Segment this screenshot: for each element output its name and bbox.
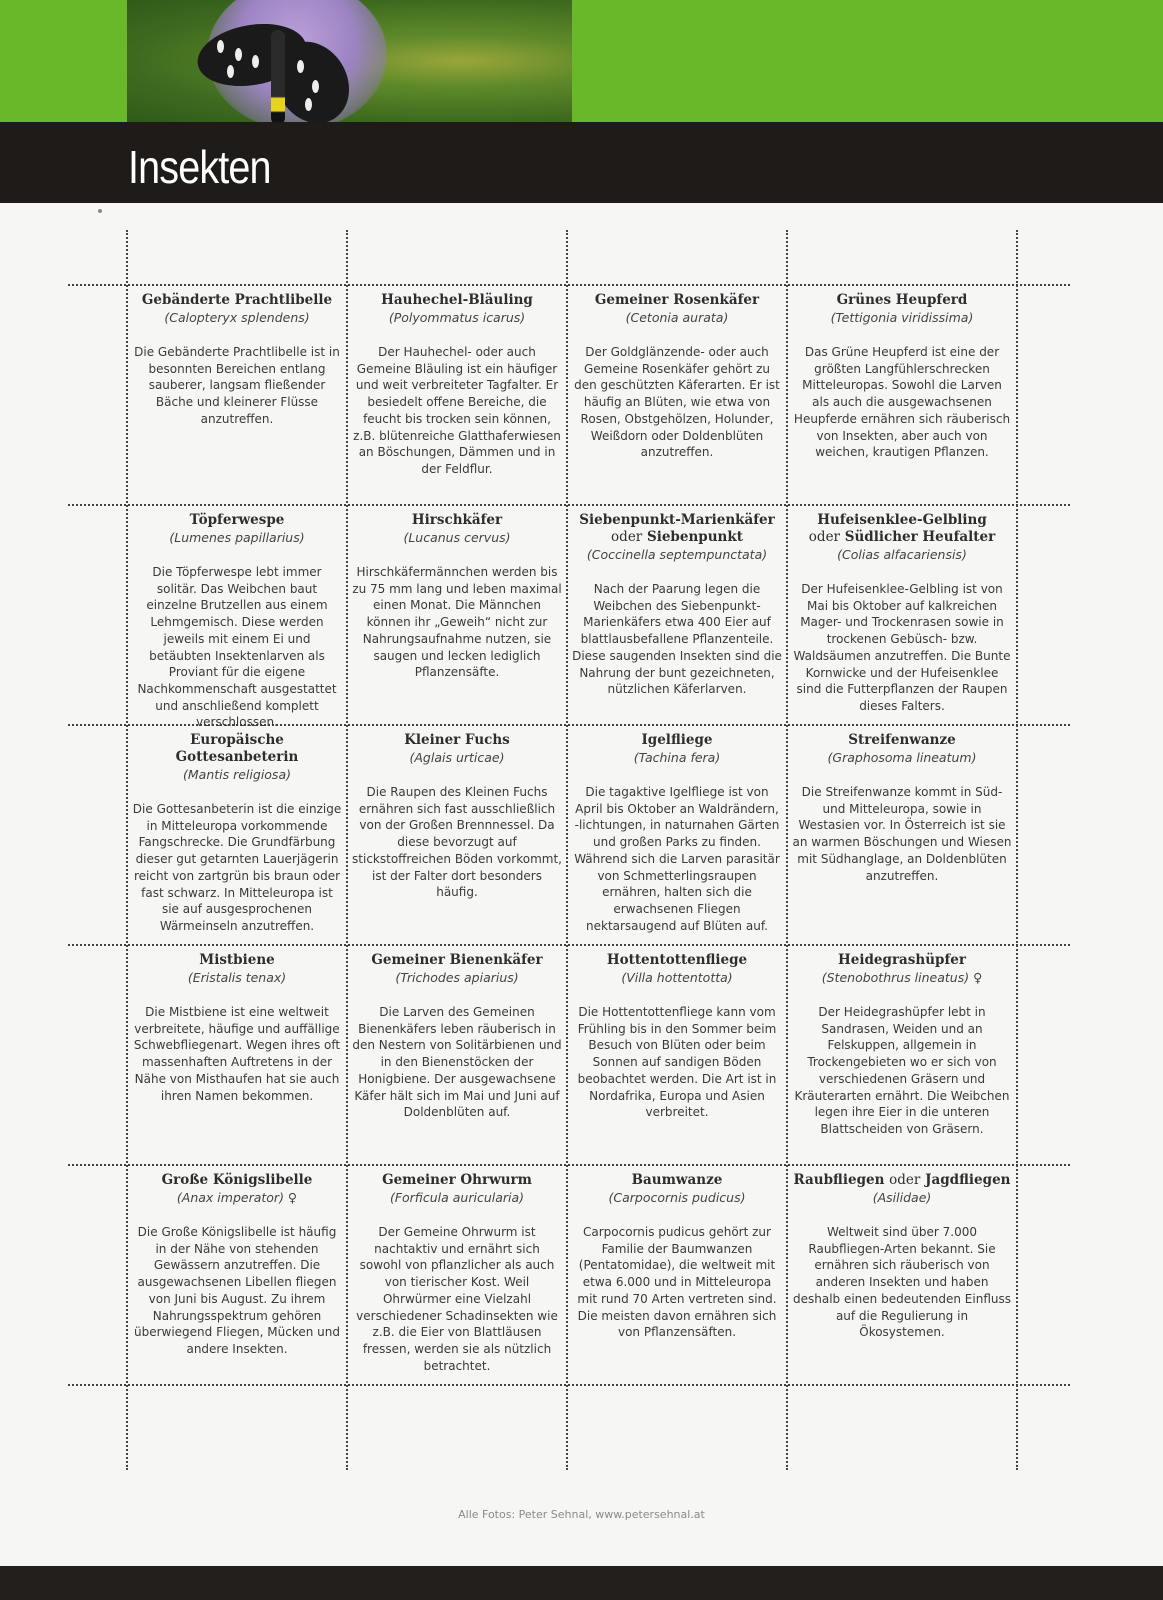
insect-card	[788, 506, 1016, 726]
name-part: Südlicher Heufalter	[844, 529, 996, 545]
insect-common-name	[572, 512, 782, 546]
insect-description: Die Larven des Gemeinen Bienenkäfers leben räuberisch in den Nestern von Solitärbienen und in den Bienenstöcken der Honigbiene. Der ausgewachsene Käfer hält sich im Mai und Juni auf Doldenblüten auf.	[352, 1005, 562, 1120]
header-photo-moth	[127, 0, 572, 122]
name-part: Gebänderte Prachtlibelle	[141, 292, 333, 308]
insect-card	[348, 506, 566, 726]
insect-description: Die Gebänderte Prachtlibelle ist in besonnten Bereichen entlang sauberer, langsam fließender Bäche und kleinerer Flüsse anzutreffen.	[134, 345, 340, 426]
cut-line-vertical	[1016, 230, 1018, 1470]
insect-scientific-name: (Aglais urticae)	[409, 750, 505, 765]
photo-credit: Alle Fotos: Peter Sehnal, www.petersehnal.at	[458, 1508, 705, 1521]
insect-scientific-name: (Trichodes apiarius)	[395, 970, 519, 985]
insect-description: Die Mistbiene ist eine weltweit verbreitete, häufige und auffällige Schwebfliegenart. Wegen ihres oft massenhaften Auftretens in der Nähe von Misthaufen hat sie auch ihren Namen bekommen.	[133, 1005, 341, 1103]
insect-scientific-name: (Polyommatus icarus)	[388, 310, 526, 325]
insect-scientific-name: (Villa hottentotta)	[621, 970, 733, 985]
name-part: Hottentottenfliege	[606, 952, 748, 968]
insect-card	[568, 726, 786, 946]
wing-spot	[297, 60, 304, 73]
wing-spot	[305, 98, 312, 111]
insect-common-name	[132, 952, 342, 969]
insect-description: Carpocornis pudicus gehört zur Familie der Baumwanzen (Pentatomidae), die weltweit mit etwa 6.000 und in Mitteleuropa mit rund 70 Arten vertreten sind. Die meisten davon ernähren sich von Pflanzensäften.	[577, 1225, 777, 1340]
insect-common-name	[572, 292, 782, 309]
insect-common-name	[352, 732, 562, 749]
insect-common-name	[792, 1172, 1012, 1189]
insect-card	[348, 946, 566, 1166]
insect-card	[128, 726, 346, 946]
name-connector: oder	[808, 529, 841, 545]
insect-description: Hirschkäfermännchen werden bis zu 75 mm lang und leben maximal einen Monat. Die Männchen können ihr „Geweih“ nicht zur Nahrungsaufnahme nutzen, sie saugen und lecken lediglich Pflanzensäfte.	[352, 565, 562, 680]
insect-common-name	[352, 952, 562, 969]
insect-description: Die Gottesanbeterin ist die einzige in Mitteleuropa vorkommende Fangschrecke. Die Grundfärbung dieser gut getarnten Lauerjägerin reicht von zartgrün bis braun oder fast schwarz. In Mitteleuropa ist sie auf ausgesprochenen Wärmeinseln anzutreffen.	[132, 802, 342, 933]
name-part: Hufeisenklee-Gelbling	[817, 512, 987, 528]
insect-description: Die Große Königslibelle ist häufig in der Nähe von stehenden Gewässern anzutreffen. Die ausgewachsenen Libellen fliegen von Juni bis August. Zu ihrem Nahrungsspektrum gehören überwiegend Fliegen, Mücken und andere Insekten.	[133, 1225, 340, 1356]
insect-card	[128, 286, 346, 506]
insect-card	[348, 1166, 566, 1386]
insect-common-name	[572, 1172, 782, 1189]
insect-description: Der Heidegrashüpfer lebt in Sandrasen, Weiden und an Felskuppen, allgemein in Trockengebieten wo er sich von verschiedenen Gräsern und Kräuterarten ernährt. Die Weibchen legen ihre Eier in die unteren Blattscheiden von Gräsern.	[794, 1005, 1010, 1136]
moth-body	[271, 30, 285, 122]
insect-description: Der Gemeine Ohrwurm ist nachtaktiv und ernährt sich sowohl von pflanzlicher als auch von tierischer Kost. Weil Ohrwürmer eine Vielzahl verschiedener Schadinsekten wie z.B. die Eier von Blattläusen fressen, werden sie als nützlich betrachtet.	[356, 1225, 558, 1373]
insect-common-name	[352, 292, 562, 309]
insect-common-name	[132, 292, 342, 309]
name-connector: oder	[889, 1172, 921, 1188]
insect-description: Der Hauhechel- oder auch Gemeine Bläuling ist ein häufiger und weit verbreiteter Tagfalter. Er besiedelt offene Bereiche, die feucht bis trocken sein können, z.B. blütenreiche Glatthaferwiesen an Böschungen, Dämmen und in der Feldflur.	[353, 345, 561, 476]
name-part: Gemeiner Bienenkäfer	[371, 952, 543, 968]
insect-scientific-name: (Tettigonia viridissima)	[830, 310, 974, 325]
insect-card	[568, 506, 786, 726]
insect-description: Weltweit sind über 7.000 Raubfliegen-Arten bekannt. Sie ernähren sich räuberisch von anderen Insekten und haben deshalb einen bedeutenden Einfluss auf die Regulierung in Ökosystemen.	[792, 1225, 1011, 1340]
insect-description: Die Streifenwanze kommt in Süd- und Mitteleuropa, sowie in Westasien vor. In Österreich ist sie an warmen Böschungen und Wiesen mit Südhanglage, an Doldenblüten anzutreffen.	[792, 785, 1012, 883]
insect-common-name	[792, 732, 1012, 749]
insect-card	[788, 946, 1016, 1166]
page-title: Insekten	[128, 141, 271, 193]
insect-card	[568, 946, 786, 1166]
insect-description: Der Goldglänzende- oder auch Gemeine Rosenkäfer gehört zu den geschützten Käferarten. Er ist häufig an Blüten, wie etwa von Rosen, Obstgehölzen, Holunder, Weißdorn oder Doldenblüten anzutreffen.	[574, 345, 780, 460]
insect-description: Die Hottentottenfliege kann vom Frühling bis in den Sommer beim Besuch von Blüten oder beim Sonnen auf sandigen Böden beobachtet werden. Die Art ist in Nordafrika, Europa und Asien verbreitet.	[577, 1005, 777, 1120]
insect-scientific-name: (Tachina fera)	[633, 750, 721, 765]
insect-scientific-name: (Coccinella septempunctata)	[586, 547, 768, 562]
insect-common-name	[572, 952, 782, 969]
insect-card	[348, 726, 566, 946]
footer-band	[0, 1566, 1163, 1600]
insect-description: Die Raupen des Kleinen Fuchs ernähren sich fast ausschließlich von der Großen Brennnessel. Da diese bevorzugt auf stickstoffreichen Böden vorkommt, ist der Falter dort besonders häufig.	[352, 785, 562, 900]
name-connector: oder	[611, 529, 643, 545]
wing-spot	[252, 55, 259, 68]
name-part: Streifenwanze	[848, 732, 956, 748]
wing-spot	[217, 40, 224, 53]
name-part: Große Königslibelle	[161, 1172, 313, 1188]
insect-card	[788, 1166, 1016, 1386]
insect-common-name	[792, 952, 1012, 969]
insect-common-name	[132, 512, 342, 529]
name-part: Siebenpunkt-Marienkäfer	[579, 512, 775, 528]
insect-scientific-name: (Stenobothrus lineatus) ♀	[821, 970, 983, 985]
print-speck	[98, 209, 102, 213]
name-part: Grünes Heupferd	[836, 292, 968, 308]
insect-description: Nach der Paarung legen die Weibchen des Siebenpunkt-Marienkäfers etwa 400 Eier auf blattlausbefallene Pflanzenteile. Diese saugenden Insekten sind die Nahrung der bunt gezeichneten, nützlichen Käferlarven.	[572, 582, 782, 697]
insect-card	[348, 286, 566, 506]
insect-card	[788, 286, 1016, 506]
name-part: Igelfliege	[641, 732, 713, 748]
insect-scientific-name: (Calopteryx splendens)	[164, 310, 310, 325]
insect-description: Der Hufeisenklee-Gelbling ist von Mai bis Oktober auf kalkreichen Mager- und Trockenrasen sowie in trockenen Gebüsch- bzw. Waldsäumen anzutreffen. Die Bunte Kornwicke und der Hufeisenklee sind die Futterpflanzen der Raupen dieses Falters.	[793, 582, 1011, 713]
name-part: Gemeiner Rosenkäfer	[594, 292, 760, 308]
insect-scientific-name: (Colias alfacariensis)	[837, 547, 967, 562]
insect-common-name	[132, 732, 342, 766]
insect-common-name	[352, 512, 562, 529]
insect-description: Das Grüne Heupferd ist eine der größten Langfühlerschrecken Mitteleuropas. Sowohl die Larven als auch die ausgewachsenen Heupferde ernähren sich räuberisch von Insekten, aber auch von weichen, krautigen Pflanzen.	[793, 345, 1011, 460]
name-part: Jagdfliegen	[925, 1172, 1011, 1188]
name-part: Raubfliegen	[793, 1172, 885, 1188]
insect-card	[568, 286, 786, 506]
name-part: Kleiner Fuchs	[404, 732, 510, 748]
insect-card	[128, 506, 346, 730]
name-part: Mistbiene	[199, 952, 275, 968]
wing-spot	[227, 65, 234, 78]
insect-description: Die Töpferwespe lebt immer solitär. Das Weibchen baut einzelne Brutzellen aus einem Lehmgemisch. Diese werden jeweils mit einem Ei und betäubten Insektenlarven als Proviant für die eigene Nachkommenschaft ausgestattet und anschließend komplett verschlossen.	[137, 565, 337, 730]
insect-scientific-name: (Lumenes papillarius)	[169, 530, 305, 545]
wing-spot	[312, 80, 319, 93]
name-part: Gemeiner Ohrwurm	[382, 1172, 532, 1188]
insect-scientific-name: (Anax imperator) ♀	[176, 1190, 298, 1205]
name-part: Hauhechel-Bläuling	[381, 292, 533, 308]
insect-card	[788, 726, 1016, 946]
insect-scientific-name: (Graphosoma lineatum)	[827, 750, 977, 765]
insect-scientific-name: (Eristalis tenax)	[187, 970, 287, 985]
name-part: Heidegrashüpfer	[838, 952, 966, 968]
insect-scientific-name: (Forficula auricularia)	[389, 1190, 525, 1205]
insect-description: Die tagaktive Igelfliege ist von April bis Oktober an Waldrändern, -lichtungen, in naturnahen Gärten und großen Parks zu finden. Während sich die Larven parasitär von Schmetterlingsraupen ernähren, halten sich die erwachsenen Fliegen nektarsaugend auf Blüten auf.	[574, 785, 780, 933]
insect-common-name	[132, 1172, 342, 1189]
insect-scientific-name: (Carpocornis pudicus)	[608, 1190, 746, 1205]
wing-spot	[235, 48, 242, 61]
insect-common-name	[792, 292, 1012, 309]
name-part: Siebenpunkt	[646, 529, 743, 545]
name-part: Europäische Gottesanbeterin	[175, 732, 299, 765]
insect-scientific-name: (Mantis religiosa)	[183, 767, 291, 782]
insect-common-name	[352, 1172, 562, 1189]
name-part: Töpferwespe	[189, 512, 285, 528]
insect-scientific-name: (Cetonia aurata)	[625, 310, 729, 325]
insect-scientific-name: (Lucanus cervus)	[403, 530, 511, 545]
name-part: Baumwanze	[631, 1172, 723, 1188]
insect-card	[568, 1166, 786, 1386]
insect-card	[128, 1166, 346, 1386]
insect-common-name	[792, 512, 1012, 546]
insect-card	[128, 946, 346, 1166]
insect-common-name	[572, 732, 782, 749]
insect-scientific-name: (Asilidae)	[872, 1190, 932, 1205]
name-part: Hirschkäfer	[411, 512, 503, 528]
